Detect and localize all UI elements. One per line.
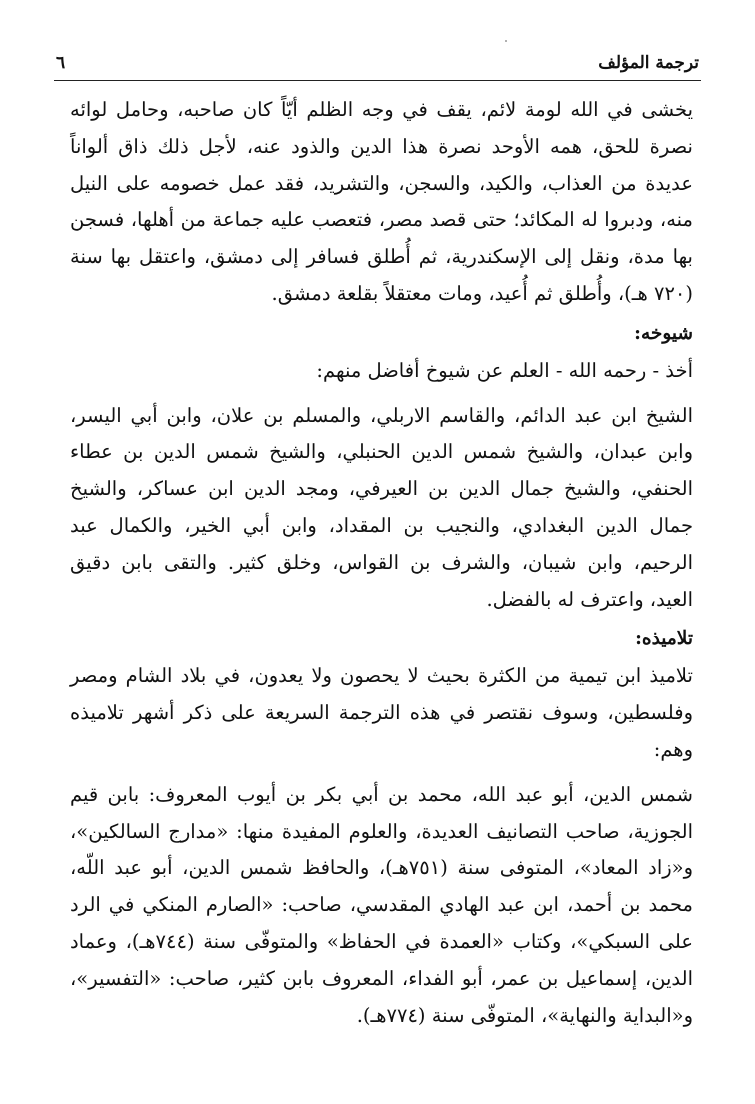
page-header — [56, 50, 699, 76]
students-heading: تلاميذه: — [635, 628, 693, 650]
students-paragraph: شمس الدين، أبو عبد الله، محمد بن أبي بكر بن أيوب المعروف: بابن قيم الجوزية، صاحب التصانيف العديدة، والعلوم المفيدة منها: «مدارج السالكين»، و«زاد المعاد»، المتوفى سنة (٧٥١هـ)، والحافظ شمس الدين، أبو عبد اللّه، محمد بن أحمد، ابن عبد الهادي المقدسي، صاحب: «الصارم المنكي في الرد على السبكي»، وكتاب «العمدة في الحفاظ» والمتوفّى سنة (٧٤٤هـ)، وعماد الدين، إسماعيل بن عمر، أبو الفداء، المعروف بابن كثير، صاحب: «التفسير»، و«البداية والنهاية»، المتوفّى سنة (٧٧٤هـ). — [70, 782, 694, 1027]
intro-paragraph: يخشى في الله لومة لائم، يقف في وجه الظلم أيّاً كان صاحبه، وحامل لوائه نصرة للحق، همه الأوحد نصرة هذا الدين والذود عنه، لأجل ذلك ذاق ألواناً عديدة من العذاب، والكيد، والسجن، والتشريد، فقد عمل خصومه على النيل منه، ودبروا له المكائد؛ حتى قصد مصر، فتعصب عليه جماعة من أهلها، فسجن بها مدة، ونقل إلى الإسكندرية، ثم أُطلق فسافر إلى دمشق، واعتقل بها سنة (٧٢٠ هـ)، وأُطلق ثم أُعيد، ومات معتقلاً بقلعة دمشق. — [70, 98, 693, 305]
sheikhs-intro-line: أخذ - رحمه الله - العلم عن شيوخ أفاضل منهم: — [316, 358, 693, 382]
scan-speck — [505, 40, 507, 42]
running-title: ترجمة المؤلف — [598, 53, 699, 73]
page-number: ٦ — [56, 53, 66, 73]
header-divider — [54, 80, 701, 81]
sheikhs-heading: شيوخه: — [634, 322, 693, 344]
students-intro-paragraph: تلاميذ ابن تيمية من الكثرة بحيث لا يحصون ولا يعدون، في بلاد الشام ومصر وفلسطين، وسوف نقتصر في هذه الترجمة السريعة على ذكر أشهر تلاميذه وهم: — [70, 664, 693, 761]
sheikhs-paragraph: الشيخ ابن عبد الدائم، والقاسم الاربلي، والمسلم بن علان، وابن أبي اليسر، وابن عبدان، والشيخ شمس الدين الحنبلي، والشيخ شمس الدين بن عطاء الحنفي، والشيخ جمال الدين بن العيرفي، ومجد الدين ابن عساكر، والشيخ جمال الدين البغدادي، والنجيب بن المقداد، وابن أبي الخير، والكمال عبد الرحيم، وابن شيبان، والشرف بن القواس، وخلق كثير. والتقى بابن دقيق العيد، واعترف له بالفضل. — [70, 403, 693, 611]
page-body — [70, 92, 693, 1034]
